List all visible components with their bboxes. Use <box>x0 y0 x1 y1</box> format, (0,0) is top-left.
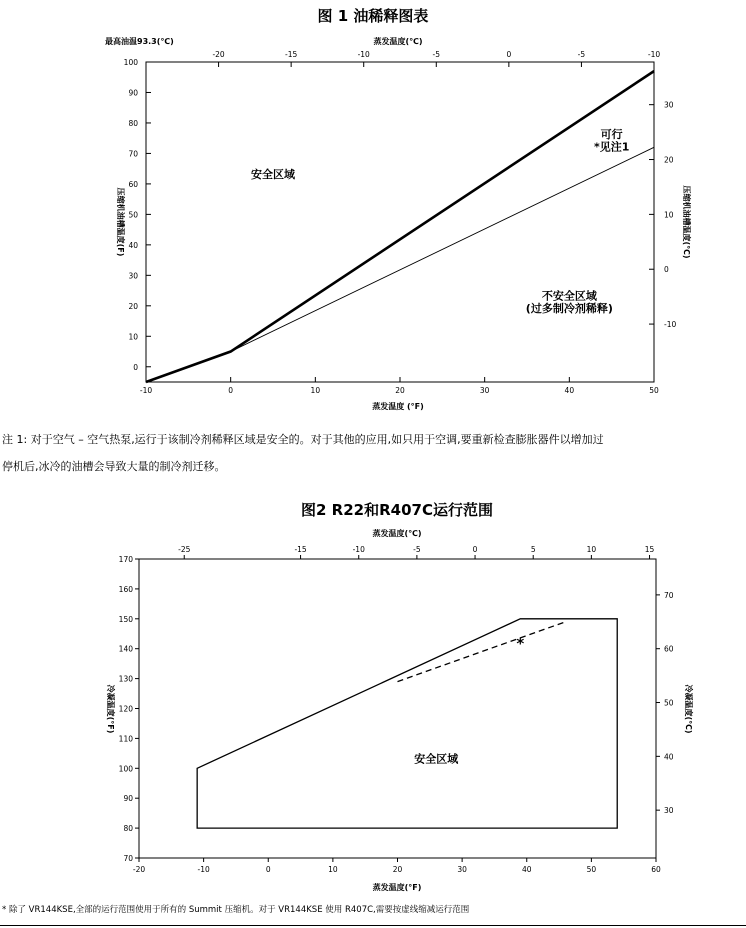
chart2-annotations <box>414 635 524 766</box>
chart1-x-tick-label: 0 <box>228 386 234 395</box>
chart1-annotation: 安全区域 <box>251 167 295 181</box>
chart1-y-tick-label: 60 <box>128 179 138 189</box>
chart1-x2-tick-label: -20 <box>212 50 225 59</box>
chart2-x2-tick-label: 15 <box>644 545 655 554</box>
chart1-title: 图 1 油稀释图表 <box>317 7 429 25</box>
chart2-x2-tick-label: -10 <box>352 545 365 554</box>
chart2-y-tick-label: 80 <box>123 824 133 834</box>
chart2-x2-tick-label: -15 <box>294 545 307 554</box>
note1-line2: 停机后,冰冷的油槽会导致大量的制冷剂迁移。 <box>2 460 226 473</box>
chart1-x-tick-label: 50 <box>649 386 659 395</box>
chart2-x-tick-label: 10 <box>328 865 338 874</box>
chart1-y2-tick-label: -10 <box>664 320 677 330</box>
chart2-x-ticks <box>133 858 661 874</box>
chart2-y-tick-label: 140 <box>118 644 133 654</box>
chart2-x-tick-label: 60 <box>651 865 661 874</box>
chart1-x-tick-label: 20 <box>395 386 405 395</box>
chart1-annotation: *见注1 <box>593 140 630 154</box>
chart1-x2-ticks <box>212 50 660 67</box>
chart1-y2-tick-label: 0 <box>664 265 669 275</box>
chart2-y-tick-label: 120 <box>118 704 133 714</box>
chart1-corner-label: 最高油温93.3(℃) <box>105 37 174 46</box>
chart1-annotations <box>251 127 629 315</box>
chart2-x2-tick-label: -25 <box>178 545 191 554</box>
chart1-x-tick-label: 10 <box>310 386 321 395</box>
chart2-x-tick-label: 50 <box>586 865 597 874</box>
chart2-x-tick-label: 40 <box>521 865 532 874</box>
chart2-frame <box>139 559 656 858</box>
chart1-x-tick-label: 40 <box>564 386 575 395</box>
note1-line1: 注 1: 对于空气 – 空气热泵,运行于该制冷剂稀释区域是安全的。对于其他的应用,如只用于空调,要重新检查膨胀器件以增加过 <box>2 433 604 446</box>
chart2-y-tick-label: 70 <box>123 854 133 863</box>
chart1-annotation: 可行 <box>600 128 623 142</box>
chart1-x2-tick-label: 0 <box>506 50 512 59</box>
chart2-title: 图2 R22和R407C运行范围 <box>301 501 493 519</box>
chart1-x-ticks <box>140 377 659 395</box>
chart1-annotation: 不安全区域 <box>541 289 597 303</box>
chart2-x2-ticks <box>178 545 654 559</box>
chart1-x2-tick-label: -5 <box>432 50 441 59</box>
chart2-y2-tick-label: 30 <box>664 806 674 816</box>
chart2-y-tick-label: 100 <box>118 764 133 774</box>
chart1-y2-label: 压缩机油槽温度(℃) <box>682 185 691 259</box>
chart2-y2-tick-label: 60 <box>664 644 674 654</box>
chart1-y-tick-label: 0 <box>133 362 138 372</box>
note2: * 除了 VR144KSE,全部的运行范围使用于所有的 Summit 压缩机。对于 VR144KSE 使用 R407C,需要按虚线缩减运行范围 <box>2 905 470 915</box>
chart1-y2-tick-label: 30 <box>664 100 674 110</box>
chart1-series <box>146 71 654 382</box>
chart1-frame <box>146 62 654 382</box>
chart2-x2-tick-label: 5 <box>530 545 536 554</box>
chart1-x-label: 蒸发温度 (°F) <box>372 402 424 411</box>
chart2-y-tick-label: 90 <box>123 794 133 804</box>
chart1-x-tick-label: -10 <box>139 386 153 395</box>
chart1-y-tick-label: 50 <box>128 210 138 220</box>
chart1-y-tick-label: 80 <box>128 118 138 128</box>
chart1 <box>105 7 692 411</box>
chart1-y-tick-label: 20 <box>128 301 138 311</box>
chart2-x-tick-label: 30 <box>457 865 467 874</box>
chart1-x2-tick-label: -10 <box>357 50 370 59</box>
chart1-y2-tick-label: 10 <box>664 210 674 220</box>
chart2 <box>106 501 694 892</box>
chart1-y-ticks <box>124 58 151 372</box>
chart2-x2-tick-label: 0 <box>472 545 478 554</box>
chart2-annotation: 安全区域 <box>414 752 459 766</box>
chart2-x-tick-label: 20 <box>392 865 403 874</box>
chart2-y2-tick-label: 40 <box>664 752 674 762</box>
chart2-series <box>197 619 617 828</box>
chart2-x-tick-label: 0 <box>265 865 271 874</box>
chart2-x-tick-label: -20 <box>132 865 146 874</box>
chart1-upper-line <box>146 71 654 382</box>
chart2-y-tick-label: 110 <box>118 734 133 744</box>
chart2-y-tick-label: 150 <box>118 614 133 624</box>
chart1-x2-label: 蒸发温度(℃) <box>373 37 423 46</box>
chart2-x-tick-label: -10 <box>197 865 210 874</box>
bottom-rule <box>0 925 746 926</box>
chart2-x2-label: 蒸发温度(℃) <box>372 529 422 538</box>
chart1-y2-ticks <box>649 101 676 329</box>
chart1-y-tick-label: 100 <box>123 58 138 67</box>
chart1-y-tick-label: 30 <box>128 271 138 281</box>
chart2-dashed-limit <box>398 622 566 682</box>
chart2-y-ticks <box>119 555 139 863</box>
chart1-annotation: (过多制冷剂稀释) <box>525 301 613 315</box>
chart1-y2-tick-label: 20 <box>664 155 674 165</box>
chart1-y-tick-label: 90 <box>128 88 138 98</box>
chart1-y-tick-label: 70 <box>128 149 138 159</box>
chart2-x-label: 蒸发温度(°F) <box>372 883 422 892</box>
chart2-y-tick-label: 160 <box>118 584 133 594</box>
chart1-y-label: 压缩机油槽温度(F) <box>116 187 125 257</box>
chart2-y-tick-label: 170 <box>118 555 133 564</box>
chart2-y-label: 冷凝温度(°F) <box>106 684 115 734</box>
chart2-annotation: * <box>516 634 525 653</box>
chart2-operating-envelope <box>197 619 617 828</box>
chart2-y2-tick-label: 70 <box>664 590 674 600</box>
chart1-y-tick-label: 40 <box>128 240 138 250</box>
chart2-x2-tick-label: -5 <box>413 545 421 554</box>
chart2-y2-label: 冷凝温度(℃) <box>684 684 693 734</box>
chart2-y2-ticks <box>656 591 674 815</box>
chart2-x2-tick-label: 10 <box>586 545 597 554</box>
chart1-x-tick-label: 30 <box>479 386 490 395</box>
chart1-y-tick-label: 10 <box>128 332 138 342</box>
chart2-y2-tick-label: 50 <box>664 698 674 708</box>
chart1-lower-line <box>146 147 654 382</box>
chart2-y-tick-label: 130 <box>118 674 133 684</box>
chart1-x2-tick-label: -10 <box>647 50 661 59</box>
chart1-x2-tick-label: -5 <box>577 50 586 59</box>
chart1-x2-tick-label: -15 <box>285 50 298 59</box>
